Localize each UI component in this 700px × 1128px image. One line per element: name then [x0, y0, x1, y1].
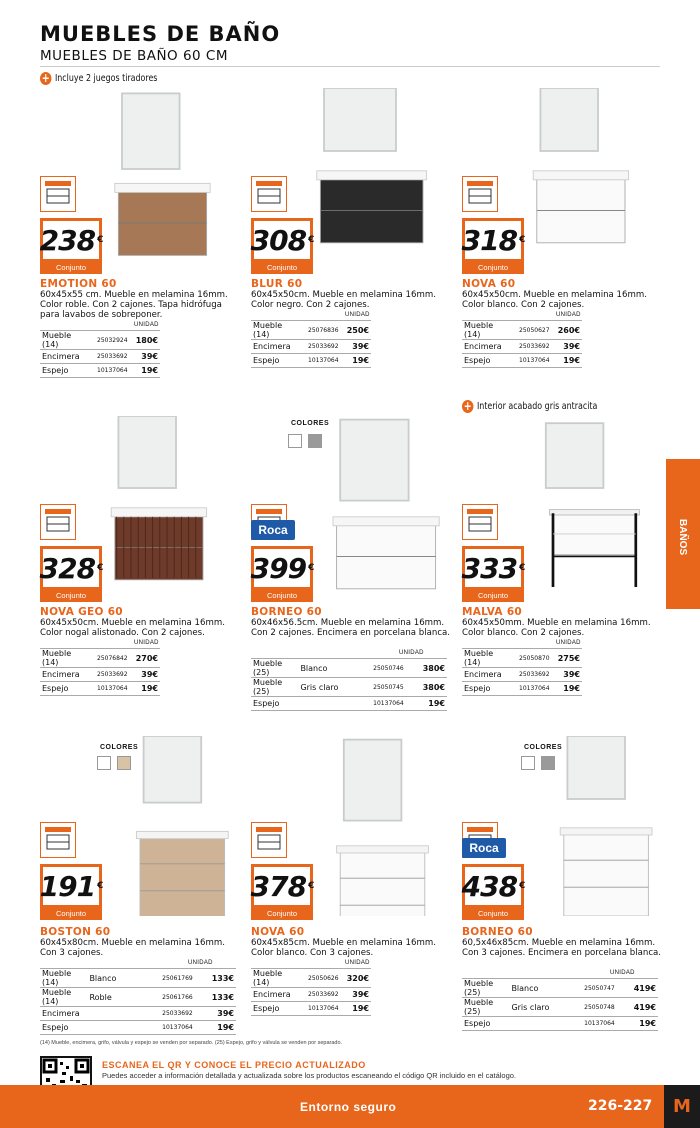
price-row — [40, 682, 160, 696]
item-label: Encimera — [251, 988, 295, 1002]
item-price: 19€ — [130, 682, 160, 696]
item-code: 25050746 — [350, 659, 406, 678]
currency: € — [308, 881, 314, 891]
footnote: (14) Mueble, encimera, grifo, válvula y espejo se venden por separado. (25) Espejo, grifo y válvula se venden por separado. — [40, 1040, 343, 1046]
item-code: 10137064 — [88, 364, 130, 378]
item-label: Espejo — [251, 1002, 295, 1016]
price-table — [251, 658, 447, 711]
item-price: 19€ — [552, 682, 582, 696]
item-code: 25076836 — [299, 321, 341, 340]
item-code: 25033692 — [88, 668, 130, 682]
product-name: BORNEO 60 — [251, 606, 322, 618]
color-swatch[interactable] — [97, 756, 111, 770]
price-label: Conjunto — [462, 590, 524, 602]
price-row — [251, 969, 371, 988]
item-price: 39€ — [341, 988, 371, 1002]
price-row — [462, 649, 582, 668]
footer-center-text: Entorno seguro — [300, 1100, 397, 1114]
product-description: 60x45x50cm. Mueble en melamina 16mm. Color negro. Con 2 cajones. — [251, 290, 436, 310]
color-swatch[interactable] — [521, 756, 535, 770]
product-card[interactable] — [462, 88, 662, 388]
product-card[interactable] — [462, 736, 662, 1036]
item-label: Mueble (25) — [251, 678, 298, 697]
unidad-label: UNIDAD — [610, 970, 635, 976]
item-code: 25076842 — [88, 649, 130, 668]
note-text: Incluye 2 juegos tiradores — [54, 73, 158, 84]
price-row — [251, 678, 447, 697]
cabinet-type-icon — [462, 504, 498, 540]
item-label: Mueble (14) — [462, 321, 506, 340]
currency: € — [519, 881, 525, 891]
item-code: 25050747 — [561, 979, 617, 998]
brand-logo: M — [664, 1085, 700, 1128]
item-price: 19€ — [617, 1017, 658, 1031]
price-value: 399 — [250, 551, 307, 585]
currency: € — [519, 563, 525, 573]
product-name: NOVA GEO 60 — [40, 606, 123, 618]
unidad-label: UNIDAD — [556, 312, 581, 318]
roca-logo: Roca — [251, 520, 295, 540]
price-label: Conjunto — [40, 590, 102, 602]
item-price: 260€ — [552, 321, 582, 340]
price-tag — [40, 218, 102, 262]
currency: € — [308, 235, 314, 245]
item-price: 39€ — [341, 340, 371, 354]
price-table — [462, 978, 658, 1031]
product-name: EMOTION 60 — [40, 278, 117, 290]
unidad-label: UNIDAD — [134, 322, 159, 328]
item-label: Mueble (25) — [462, 998, 509, 1017]
item-price: 250€ — [341, 321, 371, 340]
price-table — [251, 320, 371, 368]
price-value: 328 — [39, 551, 96, 585]
product-card[interactable] — [251, 736, 451, 1036]
item-code: 25033692 — [299, 340, 341, 354]
price-value: 378 — [250, 869, 307, 903]
plus-icon: + — [463, 399, 472, 413]
price-label: Conjunto — [462, 908, 524, 920]
item-price: 39€ — [130, 350, 160, 364]
price-row — [251, 659, 447, 678]
item-label: Encimera — [251, 340, 295, 354]
price-row — [40, 1021, 236, 1035]
item-price: 39€ — [552, 340, 582, 354]
item-code: 25061766 — [139, 988, 195, 1007]
color-swatch[interactable] — [288, 434, 302, 448]
item-label: Mueble (14) — [251, 969, 295, 988]
item-variant — [509, 1017, 561, 1031]
cabinet-type-icon — [40, 822, 76, 858]
color-swatch[interactable] — [541, 756, 555, 770]
item-code: 25033692 — [139, 1007, 195, 1021]
item-code: 25050627 — [510, 321, 552, 340]
item-label: Espejo — [462, 682, 506, 696]
item-variant: Blanco — [509, 979, 561, 998]
item-label: Encimera — [40, 668, 84, 682]
item-label: Espejo — [251, 354, 295, 368]
product-name: MALVA 60 — [462, 606, 523, 618]
item-price: 133€ — [195, 988, 236, 1007]
price-table — [40, 330, 160, 378]
item-variant: Roble — [87, 988, 139, 1007]
price-label: Conjunto — [251, 908, 313, 920]
product-description: 60x45x55 cm. Mueble en melamina 16mm. Color roble. Con 2 cajones. Tapa hidrófuga para lavabos de sobreponer. — [40, 290, 228, 320]
item-code: 25033692 — [88, 350, 130, 364]
cabinet-type-icon — [40, 504, 76, 540]
item-price: 19€ — [552, 354, 582, 368]
item-price: 180€ — [130, 331, 160, 350]
page-numbers: 226-227 — [588, 1098, 653, 1114]
colors-label: COLORES — [100, 744, 139, 751]
unidad-label: UNIDAD — [556, 640, 581, 646]
price-row — [462, 340, 582, 354]
price-tag — [40, 864, 102, 908]
item-code: 25050626 — [299, 969, 341, 988]
product-description: 60x46x56.5cm. Mueble en melamina 16mm. Con 2 cajones. Encimera en porcelana blanca. — [251, 618, 451, 638]
item-label: Encimera — [462, 340, 506, 354]
item-code: 10137064 — [299, 354, 341, 368]
item-label: Espejo — [462, 354, 506, 368]
unidad-label: UNIDAD — [345, 312, 370, 318]
item-price: 39€ — [195, 1007, 236, 1021]
item-code: 10137064 — [88, 682, 130, 696]
item-variant — [87, 1007, 139, 1021]
product-card[interactable] — [251, 416, 451, 716]
item-price: 419€ — [617, 979, 658, 998]
price-tag — [251, 864, 313, 908]
price-row — [40, 988, 236, 1007]
colors-label: COLORES — [524, 744, 563, 751]
scan-title: ESCANEA EL QR Y CONOCE EL PRECIO ACTUALIZADO — [102, 1060, 366, 1070]
price-value: 318 — [461, 223, 518, 257]
color-swatch[interactable] — [308, 434, 322, 448]
price-row — [462, 979, 658, 998]
unidad-label: UNIDAD — [345, 960, 370, 966]
price-table — [40, 648, 160, 696]
price-row — [462, 1017, 658, 1031]
note-interior — [462, 400, 597, 413]
product-card[interactable] — [40, 88, 240, 388]
cabinet-type-icon — [251, 822, 287, 858]
item-variant — [298, 697, 350, 711]
price-row — [251, 1002, 371, 1016]
product-description: 60x45x80cm. Mueble en melamina 16mm. Con 3 cajones. — [40, 938, 225, 958]
item-code: 10137064 — [350, 697, 406, 711]
item-label: Mueble (14) — [40, 969, 87, 988]
price-row — [40, 1007, 236, 1021]
price-row — [251, 340, 371, 354]
item-code: 25033692 — [510, 340, 552, 354]
price-label: Conjunto — [40, 908, 102, 920]
item-code: 25033692 — [299, 988, 341, 1002]
item-label: Espejo — [462, 1017, 509, 1031]
page-subtitle: MUEBLES DE BAÑO 60 CM — [40, 48, 229, 64]
price-row — [40, 668, 160, 682]
price-tag — [251, 546, 313, 590]
item-variant: Gris claro — [298, 678, 350, 697]
item-label: Mueble (14) — [40, 988, 87, 1007]
price-row — [40, 364, 160, 378]
product-description: 60x45x85cm. Mueble en melamina 16mm. Color blanco. Con 3 cajones. — [251, 938, 436, 958]
price-row — [462, 998, 658, 1017]
item-label: Encimera — [40, 1007, 87, 1021]
item-code: 10137064 — [510, 682, 552, 696]
price-label: Conjunto — [40, 262, 102, 274]
price-value: 238 — [39, 223, 96, 257]
item-code: 10137064 — [139, 1021, 195, 1035]
price-label: Conjunto — [251, 262, 313, 274]
product-card[interactable] — [40, 736, 240, 1036]
cabinet-type-icon — [462, 176, 498, 212]
price-row — [40, 331, 160, 350]
item-price: 275€ — [552, 649, 582, 668]
unidad-label: UNIDAD — [399, 650, 424, 656]
item-code: 25033692 — [510, 668, 552, 682]
section-tab-label: BAÑOS — [677, 519, 688, 556]
price-label: Conjunto — [462, 262, 524, 274]
item-label: Espejo — [251, 697, 298, 711]
item-price: 320€ — [341, 969, 371, 988]
product-description: 60x45x50cm. Mueble en melamina 16mm. Color blanco. Con 2 cajones. — [462, 290, 647, 310]
price-label: Conjunto — [251, 590, 313, 602]
product-name: BORNEO 60 — [462, 926, 533, 938]
item-price: 19€ — [130, 364, 160, 378]
color-swatch[interactable] — [117, 756, 131, 770]
product-name: BOSTON 60 — [40, 926, 111, 938]
item-code: 25050745 — [350, 678, 406, 697]
currency: € — [519, 235, 525, 245]
item-price: 19€ — [341, 1002, 371, 1016]
price-row — [251, 354, 371, 368]
item-variant — [87, 1021, 139, 1035]
product-description: 60x45x50mm. Mueble en melamina 16mm. Color blanco. Con 2 cajones. — [462, 618, 651, 638]
price-table — [462, 320, 582, 368]
item-code: 25061769 — [139, 969, 195, 988]
product-name: NOVA 60 — [251, 926, 305, 938]
product-description: 60x45x50cm. Mueble en melamina 16mm. Color nogal alistonado. Con 2 cajones. — [40, 618, 225, 638]
price-row — [462, 668, 582, 682]
plus-icon: + — [41, 71, 50, 85]
price-row — [40, 649, 160, 668]
price-row — [251, 988, 371, 1002]
item-price: 380€ — [406, 678, 447, 697]
item-code: 25032924 — [88, 331, 130, 350]
item-code: 10137064 — [510, 354, 552, 368]
item-code: 25050870 — [510, 649, 552, 668]
price-tag — [462, 864, 524, 908]
item-price: 270€ — [130, 649, 160, 668]
item-variant: Blanco — [87, 969, 139, 988]
item-price: 133€ — [195, 969, 236, 988]
item-price: 19€ — [406, 697, 447, 711]
price-tag — [462, 546, 524, 590]
item-label: Mueble (25) — [251, 659, 298, 678]
price-row — [462, 321, 582, 340]
price-row — [251, 697, 447, 711]
item-price: 39€ — [130, 668, 160, 682]
price-tag — [251, 218, 313, 262]
cabinet-type-icon — [251, 176, 287, 212]
item-code: 10137064 — [561, 1017, 617, 1031]
roca-logo: Roca — [462, 838, 506, 858]
currency: € — [97, 563, 103, 573]
item-label: Espejo — [40, 682, 84, 696]
price-table — [462, 648, 582, 696]
item-price: 380€ — [406, 659, 447, 678]
item-label: Espejo — [40, 1021, 87, 1035]
price-tag — [40, 546, 102, 590]
price-row — [462, 354, 582, 368]
item-label: Encimera — [462, 668, 506, 682]
price-value: 308 — [250, 223, 307, 257]
price-value: 191 — [39, 869, 96, 903]
item-label: Mueble (14) — [251, 321, 295, 340]
item-label: Encimera — [40, 350, 84, 364]
colors-label: COLORES — [291, 420, 330, 427]
product-description: 60,5x46x85cm. Mueble en melamina 16mm. Con 3 cajones. Encimera en porcelana blanca. — [462, 938, 662, 958]
note-text: Interior acabado gris antracita — [476, 401, 598, 412]
item-label: Mueble (25) — [462, 979, 509, 998]
price-row — [251, 321, 371, 340]
price-row — [462, 682, 582, 696]
price-tag — [462, 218, 524, 262]
price-value: 438 — [461, 869, 518, 903]
item-variant: Gris claro — [509, 998, 561, 1017]
product-name: BLUR 60 — [251, 278, 303, 290]
item-code: 10137064 — [299, 1002, 341, 1016]
item-label: Mueble (14) — [40, 649, 84, 668]
currency: € — [97, 881, 103, 891]
product-card[interactable] — [40, 416, 240, 716]
item-code: 25050748 — [561, 998, 617, 1017]
item-price: 419€ — [617, 998, 658, 1017]
header-divider — [40, 66, 660, 67]
item-label: Mueble (14) — [40, 331, 84, 350]
item-price: 19€ — [195, 1021, 236, 1035]
product-card[interactable] — [462, 416, 662, 716]
product-name: NOVA 60 — [462, 278, 516, 290]
section-tab[interactable] — [666, 459, 700, 609]
price-row — [40, 969, 236, 988]
currency: € — [308, 563, 314, 573]
note-tiradores — [40, 72, 157, 85]
price-row — [40, 350, 160, 364]
currency: € — [97, 235, 103, 245]
item-label: Mueble (14) — [462, 649, 506, 668]
page-title: MUEBLES DE BAÑO — [40, 22, 281, 46]
scan-text: Puedes acceder a información detallada y actualizada sobre los productos escaneando el código QR incluido en el catálogo. — [102, 1071, 517, 1080]
cabinet-type-icon — [40, 176, 76, 212]
price-table — [40, 968, 236, 1035]
product-card[interactable] — [251, 88, 451, 388]
unidad-label: UNIDAD — [188, 960, 213, 966]
unidad-label: UNIDAD — [134, 640, 159, 646]
price-table — [251, 968, 371, 1016]
item-price: 39€ — [552, 668, 582, 682]
item-price: 19€ — [341, 354, 371, 368]
item-label: Espejo — [40, 364, 84, 378]
price-value: 333 — [461, 551, 518, 585]
item-variant: Blanco — [298, 659, 350, 678]
